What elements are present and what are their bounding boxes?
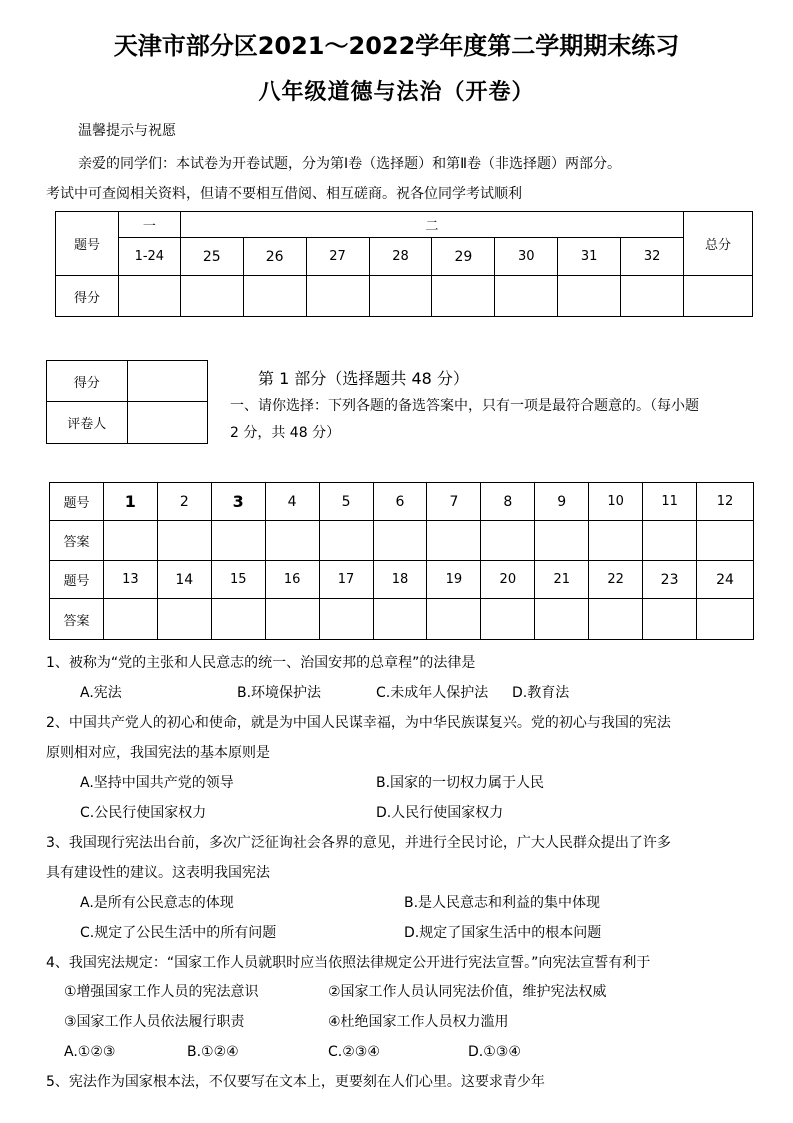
- score-num: 1-24: [118, 238, 180, 276]
- answer-cell[interactable]: [643, 521, 697, 561]
- answer-num: 4: [265, 483, 319, 521]
- question-4-option-d[interactable]: D.①③④: [468, 1044, 521, 1060]
- question-3-stem-1: 3、我国现行宪法出台前，多次广泛征询社会各界的意见，并进行全民讨论，广大人民群众提出了许多: [46, 835, 671, 851]
- answer-cell[interactable]: [589, 521, 643, 561]
- grader-name-cell[interactable]: [127, 402, 207, 444]
- score-cell[interactable]: [495, 276, 558, 317]
- answer-num: 7: [427, 483, 481, 521]
- question-3-option-b[interactable]: B.是人民意志和利益的集中体现: [404, 895, 601, 911]
- answer-cell[interactable]: [319, 599, 373, 640]
- score-num: 29: [432, 238, 495, 276]
- question-3-option-d[interactable]: D.规定了国家生活中的根本问题: [404, 925, 602, 941]
- answer-cell[interactable]: [535, 521, 589, 561]
- question-4-item-4: ④杜绝国家工作人员权力滥用: [328, 1014, 509, 1030]
- answer-num: 10: [589, 483, 643, 521]
- score-num: 27: [306, 238, 369, 276]
- question-4-option-c[interactable]: C.②③④: [328, 1044, 380, 1060]
- score-col-label: 题号: [56, 212, 119, 276]
- answer-num-label: 题号: [50, 561, 104, 599]
- answer-num: 9: [535, 483, 589, 521]
- question-1-option-d[interactable]: D.教育法: [512, 685, 570, 701]
- score-total-cell[interactable]: [684, 276, 753, 317]
- answer-cell[interactable]: [589, 599, 643, 640]
- answer-cell[interactable]: [427, 599, 481, 640]
- grader-box: [46, 360, 208, 444]
- question-3-option-a[interactable]: A.是所有公民意志的体现: [80, 895, 234, 911]
- grader-name-label: 评卷人: [47, 402, 128, 444]
- grader-score-cell[interactable]: [127, 361, 207, 402]
- intro-line-1: 亲爱的同学们：本试卷为开卷试题，分为第Ⅰ卷（选择题）和第Ⅱ卷（非选择题）两部分。: [78, 156, 622, 172]
- answer-cell[interactable]: [481, 521, 535, 561]
- answer-num: 20: [481, 561, 535, 599]
- question-4-option-b[interactable]: B.①②④: [187, 1044, 239, 1060]
- question-4-item-3: ③国家工作人员依法履行职责: [64, 1014, 245, 1030]
- answer-num: 14: [157, 561, 211, 599]
- answer-num: 12: [697, 483, 754, 521]
- answer-label: 答案: [50, 521, 104, 561]
- answer-cell[interactable]: [373, 599, 427, 640]
- score-part-one: 一: [118, 212, 180, 238]
- score-table: [55, 211, 753, 317]
- answer-num: 17: [319, 561, 373, 599]
- answer-num: 1: [103, 483, 157, 521]
- score-num: 31: [558, 238, 621, 276]
- answer-num: 2: [157, 483, 211, 521]
- question-1-option-b[interactable]: B.环境保护法: [237, 685, 322, 701]
- question-2-option-c[interactable]: C.公民行使国家权力: [80, 805, 207, 821]
- answer-cell[interactable]: [157, 521, 211, 561]
- answer-cell[interactable]: [427, 521, 481, 561]
- score-num: 26: [243, 238, 306, 276]
- part1-instruction-1: 一、请你选择：下列各题的备选答案中，只有一项是最符合题意的。（每小题: [230, 398, 699, 414]
- answer-cell[interactable]: [211, 599, 265, 640]
- score-cell[interactable]: [243, 276, 306, 317]
- score-num: 28: [369, 238, 432, 276]
- answer-cell[interactable]: [265, 599, 319, 640]
- part1-heading: 第 1 部分（选择题共 48 分）: [258, 369, 469, 388]
- question-4-stem: 4、我国宪法规定：“国家工作人员就职时应当依照法律规定公开进行宪法宣誓。”向宪法宣誓有利于: [46, 955, 651, 971]
- score-part-two: 二: [180, 212, 683, 238]
- question-3-stem-2: 具有建设性的建议。这表明我国宪法: [46, 865, 270, 881]
- part1-instruction-2: 2 分，共 48 分）: [230, 425, 341, 441]
- answer-num: 23: [643, 561, 697, 599]
- question-4-item-1: ①增强国家工作人员的宪法意识: [64, 984, 259, 1000]
- answer-num-label: 题号: [50, 483, 104, 521]
- answer-num: 15: [211, 561, 265, 599]
- grader-score-label: 得分: [47, 361, 128, 402]
- answer-cell[interactable]: [157, 599, 211, 640]
- answer-table: [49, 482, 754, 640]
- score-cell[interactable]: [432, 276, 495, 317]
- score-cell[interactable]: [369, 276, 432, 317]
- answer-label: 答案: [50, 599, 104, 640]
- answer-cell[interactable]: [697, 521, 754, 561]
- question-1-option-a[interactable]: A.宪法: [80, 685, 122, 701]
- page-subtitle: 八年级道德与法治（开卷）: [258, 80, 535, 105]
- question-2-stem-1: 2、中国共产党人的初心和使命，就是为中国人民谋幸福，为中华民族谋复兴。党的初心与我国的宪法: [46, 715, 671, 731]
- answer-num: 8: [481, 483, 535, 521]
- score-cell[interactable]: [118, 276, 180, 317]
- answer-num: 16: [265, 561, 319, 599]
- answer-num: 5: [319, 483, 373, 521]
- question-3-option-c[interactable]: C.规定了公民生活中的所有问题: [80, 925, 277, 941]
- score-num: 25: [180, 238, 243, 276]
- answer-cell[interactable]: [103, 599, 157, 640]
- answer-cell[interactable]: [265, 521, 319, 561]
- answer-num: 3: [211, 483, 265, 521]
- score-cell[interactable]: [306, 276, 369, 317]
- answer-cell[interactable]: [535, 599, 589, 640]
- question-5-stem: 5、宪法作为国家根本法，不仅要写在文本上，更要刻在人们心里。这要求青少年: [46, 1074, 545, 1090]
- page-title: 天津市部分区2021～2022学年度第二学期期末练习: [113, 32, 680, 60]
- question-4-item-2: ②国家工作人员认同宪法价值，维护宪法权威: [328, 984, 607, 1000]
- answer-cell[interactable]: [319, 521, 373, 561]
- score-cell[interactable]: [558, 276, 621, 317]
- score-cell[interactable]: [180, 276, 243, 317]
- answer-cell[interactable]: [643, 599, 697, 640]
- question-1-stem: 1、被称为“党的主张和人民意志的统一、治国安邦的总章程”的法律是: [46, 655, 476, 671]
- answer-num: 24: [697, 561, 754, 599]
- question-2-option-b[interactable]: B.国家的一切权力属于人民: [376, 775, 545, 791]
- answer-cell[interactable]: [481, 599, 535, 640]
- answer-num: 18: [373, 561, 427, 599]
- answer-num: 11: [643, 483, 697, 521]
- score-total-label: 总分: [684, 212, 753, 276]
- answer-num: 13: [103, 561, 157, 599]
- answer-num: 21: [535, 561, 589, 599]
- answer-cell[interactable]: [373, 521, 427, 561]
- answer-num: 22: [589, 561, 643, 599]
- score-num: 32: [621, 238, 684, 276]
- intro-line-2: 考试中可查阅相关资料，但请不要相互借阅、相互磋商。祝各位同学考试顺利: [46, 186, 522, 202]
- answer-cell[interactable]: [697, 599, 754, 640]
- question-2-option-d[interactable]: D.人民行使国家权力: [376, 805, 504, 821]
- score-cell[interactable]: [621, 276, 684, 317]
- tips-label: 温馨提示与祝愿: [78, 123, 176, 139]
- question-2-stem-2: 原则相对应，我国宪法的基本原则是: [46, 745, 270, 761]
- answer-num: 6: [373, 483, 427, 521]
- answer-num: 19: [427, 561, 481, 599]
- question-2-option-a[interactable]: A.坚持中国共产党的领导: [80, 775, 234, 791]
- score-row-label: 得分: [56, 276, 119, 317]
- question-1-option-c[interactable]: C.未成年人保护法: [376, 685, 489, 701]
- score-num: 30: [495, 238, 558, 276]
- question-4-option-a[interactable]: A.①②③: [64, 1044, 116, 1060]
- answer-cell[interactable]: [211, 521, 265, 561]
- answer-cell[interactable]: [103, 521, 157, 561]
